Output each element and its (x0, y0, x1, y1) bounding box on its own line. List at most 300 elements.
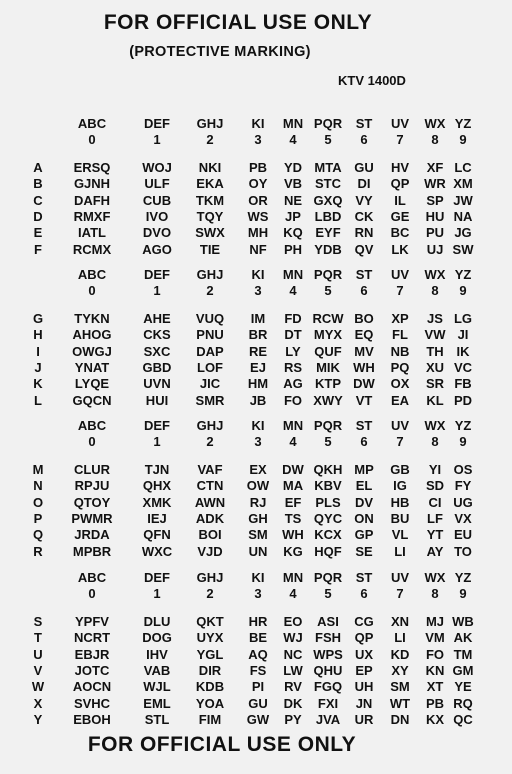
code-cell: MIK (316, 359, 340, 375)
code-cell: GQCN (72, 392, 112, 408)
column-number: 0 (88, 586, 96, 602)
column-header: MN (282, 267, 304, 282)
code-cell: BO (354, 310, 374, 326)
code-cell: GBD (142, 359, 172, 375)
code-cell: RCMX (72, 241, 112, 257)
code-cell: ON (354, 510, 374, 526)
table-row (0, 663, 512, 679)
code-cell: EYF (315, 225, 341, 241)
code-cell: UG (453, 494, 473, 510)
code-cell: IG (393, 478, 407, 494)
column-number: 7 (396, 586, 404, 602)
code-block (0, 418, 512, 560)
column-header: WX (424, 570, 446, 585)
row-label: Q (32, 527, 44, 543)
code-cell: LI (394, 630, 406, 646)
column-header: DEF (144, 267, 170, 282)
code-cell: SXC (143, 343, 171, 359)
code-cell: DAP (196, 343, 224, 359)
row-label: E (33, 225, 43, 241)
code-cell: VB (283, 176, 303, 192)
table-row (0, 311, 512, 327)
code-cell: YE (454, 679, 472, 695)
code-cell: LK (391, 241, 409, 257)
code-cell: MA (282, 478, 304, 494)
column-number: 9 (459, 586, 467, 602)
code-cell: OR (248, 192, 268, 208)
column-header: UV (390, 116, 410, 131)
code-cell: GH (248, 510, 268, 526)
code-cell: VJD (197, 543, 223, 559)
code-cell: DW (353, 376, 375, 392)
code-cell: VUQ (195, 310, 225, 326)
code-cell: AHOG (72, 327, 112, 343)
code-cell: MPBR (72, 543, 112, 559)
row-label: G (32, 310, 44, 326)
column-number-row (0, 132, 512, 148)
code-cell: PY (284, 712, 302, 728)
code-cell: TIE (199, 241, 221, 257)
row-label: R (33, 543, 43, 559)
code-cell: AK (453, 630, 473, 646)
code-cell: YOA (195, 695, 225, 711)
code-cell: NB (390, 343, 410, 359)
code-cell: JS (427, 310, 443, 326)
column-number: 6 (360, 132, 368, 148)
column-header: ST (355, 418, 373, 433)
code-cell: FD (284, 310, 302, 326)
code-cell: FY (454, 478, 472, 494)
column-number: 7 (396, 132, 404, 148)
code-cell: VAF (197, 461, 223, 477)
table-row (0, 478, 512, 494)
code-cell: WH (353, 359, 375, 375)
code-cell: CLUR (73, 461, 111, 477)
code-cell: XN (390, 613, 410, 629)
code-cell: XT (426, 679, 444, 695)
code-cell: BR (248, 327, 268, 343)
column-header: WX (424, 418, 446, 433)
code-cell: BOI (198, 527, 222, 543)
code-cell: VX (454, 510, 472, 526)
code-cell: SM (248, 527, 268, 543)
column-number: 8 (431, 283, 439, 299)
column-header: KI (251, 418, 265, 433)
row-label: C (33, 192, 43, 208)
code-cell: SW (452, 241, 474, 257)
code-cell: FXI (317, 695, 339, 711)
row-label: X (33, 695, 43, 711)
column-header: PQR (313, 116, 343, 131)
code-cell: MYX (313, 327, 343, 343)
row-label: M (32, 461, 44, 477)
table-row (0, 712, 512, 728)
table-row (0, 160, 512, 176)
column-number: 2 (206, 283, 214, 299)
protective-marking: (PROTECTIVE MARKING) (129, 44, 311, 60)
code-cell: KD (390, 646, 410, 662)
table-row (0, 614, 512, 630)
row-label: K (33, 376, 43, 392)
column-header: PQR (313, 570, 343, 585)
column-number: 4 (289, 132, 297, 148)
code-cell: RPJU (74, 478, 110, 494)
code-cell: JI (457, 327, 469, 343)
code-cell: SVHC (73, 695, 111, 711)
column-header: ABC (77, 570, 107, 585)
code-cell: TKM (195, 192, 225, 208)
code-cell: TYKN (74, 310, 110, 326)
code-cell: FO (425, 646, 445, 662)
code-cell: GU (354, 159, 374, 175)
code-cell: NC (283, 646, 303, 662)
code-cell: XMK (142, 494, 172, 510)
code-cell: UN (248, 543, 268, 559)
code-cell: UH (354, 679, 374, 695)
row-label: F (34, 241, 42, 257)
code-cell: YNAT (74, 359, 110, 375)
code-cell: QYC (313, 510, 343, 526)
table-row (0, 462, 512, 478)
code-cell: EU (453, 527, 473, 543)
column-number: 1 (153, 586, 161, 602)
table-row (0, 225, 512, 241)
code-cell: PI (251, 679, 265, 695)
column-header: DEF (144, 418, 170, 433)
code-cell: PU (425, 225, 445, 241)
code-cell: IATL (78, 225, 106, 241)
code-cell: CUB (142, 192, 172, 208)
code-cell: GP (354, 527, 374, 543)
code-cell: DW (282, 461, 304, 477)
code-cell: QP (354, 630, 374, 646)
code-cell: TS (284, 510, 302, 526)
column-header: MN (282, 570, 304, 585)
code-cell: GJNH (73, 176, 111, 192)
code-cell: YGL (196, 646, 224, 662)
column-number: 3 (254, 586, 262, 602)
row-label: O (32, 494, 44, 510)
code-cell: WJ (283, 630, 303, 646)
column-header: YZ (454, 267, 472, 282)
code-cell: WS (247, 208, 269, 224)
code-cell: KN (425, 662, 445, 678)
code-cell: VC (453, 359, 473, 375)
code-cell: XP (391, 310, 409, 326)
code-cell: UR (354, 712, 374, 728)
code-cell: KBV (314, 478, 342, 494)
column-number-row (0, 586, 512, 602)
code-cell: YI (428, 461, 442, 477)
code-cell: GM (452, 662, 474, 678)
code-cell: TJN (144, 461, 170, 477)
code-cell: WH (282, 527, 304, 543)
code-cell: PLS (315, 494, 341, 510)
code-cell: XF (426, 159, 444, 175)
column-header: YZ (454, 570, 472, 585)
code-cell: AQ (248, 646, 268, 662)
code-cell: VAB (143, 662, 171, 678)
code-cell: WXC (141, 543, 173, 559)
code-cell: KQ (283, 225, 303, 241)
code-cell: EP (355, 662, 373, 678)
code-cell: CK (354, 208, 374, 224)
code-cell: NA (453, 208, 473, 224)
code-cell: RCW (312, 310, 344, 326)
code-cell: SMR (195, 392, 225, 408)
column-header: ST (355, 116, 373, 131)
code-cell: IK (456, 343, 470, 359)
code-cell: KG (283, 543, 303, 559)
code-cell: VL (391, 527, 409, 543)
code-cell: GXQ (313, 192, 343, 208)
column-number: 5 (324, 283, 332, 299)
code-cell: VW (424, 327, 446, 343)
row-label: P (33, 510, 43, 526)
code-cell: TQY (196, 208, 224, 224)
code-cell: GW (246, 712, 270, 728)
code-cell: UJ (426, 241, 444, 257)
column-number: 8 (431, 586, 439, 602)
column-header: ABC (77, 418, 107, 433)
code-cell: SE (355, 543, 373, 559)
code-cell: STL (144, 712, 170, 728)
column-header-row (0, 570, 512, 586)
code-cell: EQ (354, 327, 374, 343)
column-number: 6 (360, 283, 368, 299)
code-cell: QUF (314, 343, 342, 359)
column-number: 2 (206, 586, 214, 602)
column-number: 9 (459, 434, 467, 450)
code-cell: EML (143, 695, 171, 711)
code-block (0, 116, 512, 258)
code-cell: EX (249, 461, 267, 477)
code-cell: KDB (195, 679, 225, 695)
code-cell: LOF (197, 359, 223, 375)
code-cell: BC (390, 225, 410, 241)
code-cell: HUI (145, 392, 169, 408)
code-cell: SR (425, 376, 445, 392)
code-cell: JVA (315, 712, 341, 728)
code-cell: FO (283, 392, 303, 408)
column-number: 4 (289, 586, 297, 602)
column-header: GHJ (196, 418, 224, 433)
code-cell: HV (390, 159, 410, 175)
column-number: 3 (254, 434, 262, 450)
code-cell: YDB (314, 241, 342, 257)
column-header: ST (355, 570, 373, 585)
code-cell: SWX (195, 225, 225, 241)
row-label: H (33, 327, 43, 343)
code-cell: VM (425, 630, 445, 646)
code-cell: AWN (194, 494, 226, 510)
code-cell: VT (355, 392, 373, 408)
code-cell: DOG (142, 630, 172, 646)
code-cell: RE (248, 343, 268, 359)
column-header: KI (251, 116, 265, 131)
row-label: L (34, 392, 42, 408)
code-cell: EL (355, 478, 373, 494)
code-block (0, 267, 512, 409)
column-number: 3 (254, 132, 262, 148)
code-cell: FSH (315, 630, 341, 646)
column-number: 8 (431, 132, 439, 148)
column-header-row (0, 116, 512, 132)
code-cell: FS (249, 662, 267, 678)
column-header: PQR (313, 418, 343, 433)
code-cell: IVO (145, 208, 169, 224)
code-cell: CG (354, 613, 374, 629)
code-cell: JOTC (74, 662, 110, 678)
column-number-row (0, 434, 512, 450)
code-cell: MP (354, 461, 374, 477)
table-row (0, 511, 512, 527)
classification-footer: FOR OFFICIAL USE ONLY (87, 733, 357, 756)
code-cell: RMXF (73, 208, 111, 224)
code-cell: EF (284, 494, 302, 510)
code-cell: XU (425, 359, 445, 375)
column-number: 5 (324, 132, 332, 148)
column-header-row (0, 267, 512, 283)
code-cell: KCX (314, 527, 342, 543)
code-cell: KTP (315, 376, 341, 392)
column-number: 9 (459, 283, 467, 299)
table-row (0, 209, 512, 225)
code-cell: RQ (453, 695, 473, 711)
code-cell: JW (453, 192, 473, 208)
code-cell: NE (283, 192, 303, 208)
code-cell: AY (426, 543, 444, 559)
code-cell: SD (425, 478, 445, 494)
column-number: 1 (153, 132, 161, 148)
code-cell: DI (357, 176, 371, 192)
code-cell: DV (354, 494, 374, 510)
row-label: S (33, 613, 43, 629)
row-label: U (33, 646, 43, 662)
code-cell: PQ (390, 359, 410, 375)
table-row (0, 327, 512, 343)
code-cell: UYX (196, 630, 224, 646)
code-cell: NKI (198, 159, 222, 175)
code-cell: XM (453, 176, 473, 192)
code-cell: HR (248, 613, 268, 629)
code-cell: KL (426, 392, 444, 408)
code-cell: ERSQ (73, 159, 111, 175)
table-row (0, 696, 512, 712)
table-row (0, 344, 512, 360)
column-header: UV (390, 267, 410, 282)
code-cell: QC (453, 712, 473, 728)
code-cell: VY (355, 192, 373, 208)
code-cell: NF (249, 241, 267, 257)
code-cell: DAFH (73, 192, 111, 208)
code-cell: LBD (314, 208, 342, 224)
code-cell: RN (354, 225, 374, 241)
row-label: B (33, 176, 43, 192)
column-number: 2 (206, 434, 214, 450)
row-label: Y (33, 712, 43, 728)
code-cell: OS (453, 461, 473, 477)
code-cell: JRDA (74, 527, 110, 543)
code-cell: LYQE (74, 376, 110, 392)
code-cell: EBJR (74, 646, 110, 662)
code-cell: JIC (199, 376, 221, 392)
column-number: 5 (324, 434, 332, 450)
column-header: DEF (144, 570, 170, 585)
code-cell: AHE (143, 310, 171, 326)
code-cell: ASI (317, 613, 339, 629)
code-cell: JB (249, 392, 267, 408)
code-cell: KX (425, 712, 445, 728)
code-cell: EKA (196, 176, 224, 192)
code-cell: EBOH (73, 712, 111, 728)
table-row (0, 527, 512, 543)
row-label: D (33, 208, 43, 224)
column-number: 9 (459, 132, 467, 148)
code-cell: LI (394, 543, 406, 559)
column-number: 6 (360, 434, 368, 450)
column-header: GHJ (196, 116, 224, 131)
code-cell: DT (284, 327, 302, 343)
code-cell: QHU (313, 662, 343, 678)
code-cell: RV (284, 679, 302, 695)
table-row (0, 360, 512, 376)
code-cell: PH (283, 241, 303, 257)
column-number: 6 (360, 586, 368, 602)
code-cell: HQF (314, 543, 342, 559)
code-cell: JP (285, 208, 301, 224)
table-row (0, 176, 512, 192)
code-cell: OY (248, 176, 268, 192)
code-cell: EO (283, 613, 303, 629)
column-number: 0 (88, 434, 96, 450)
code-cell: GU (248, 695, 268, 711)
code-cell: LY (285, 343, 301, 359)
column-header: KI (251, 570, 265, 585)
row-label: J (34, 359, 42, 375)
table-row (0, 647, 512, 663)
table-row (0, 242, 512, 258)
code-cell: LF (427, 510, 443, 526)
code-cell: PWMR (71, 510, 113, 526)
column-number: 1 (153, 283, 161, 299)
code-cell: AOCN (72, 679, 112, 695)
column-header: GHJ (196, 267, 224, 282)
code-cell: LG (453, 310, 473, 326)
code-cell: IHV (146, 646, 168, 662)
code-cell: XWY (313, 392, 343, 408)
code-cell: QFN (143, 527, 171, 543)
code-cell: HM (247, 376, 269, 392)
code-cell: TM (453, 646, 473, 662)
code-cell: QP (390, 176, 410, 192)
code-cell: YT (426, 527, 444, 543)
code-cell: FB (454, 376, 472, 392)
code-cell: DN (390, 712, 410, 728)
table-row (0, 630, 512, 646)
code-cell: BE (248, 630, 268, 646)
code-cell: EJ (250, 359, 266, 375)
column-header: WX (424, 267, 446, 282)
code-cell: IEJ (147, 510, 167, 526)
column-number: 7 (396, 283, 404, 299)
column-number: 4 (289, 434, 297, 450)
table-row (0, 193, 512, 209)
column-header-row (0, 418, 512, 434)
row-label: A (33, 159, 43, 175)
column-header: MN (282, 418, 304, 433)
code-cell: PB (248, 159, 268, 175)
